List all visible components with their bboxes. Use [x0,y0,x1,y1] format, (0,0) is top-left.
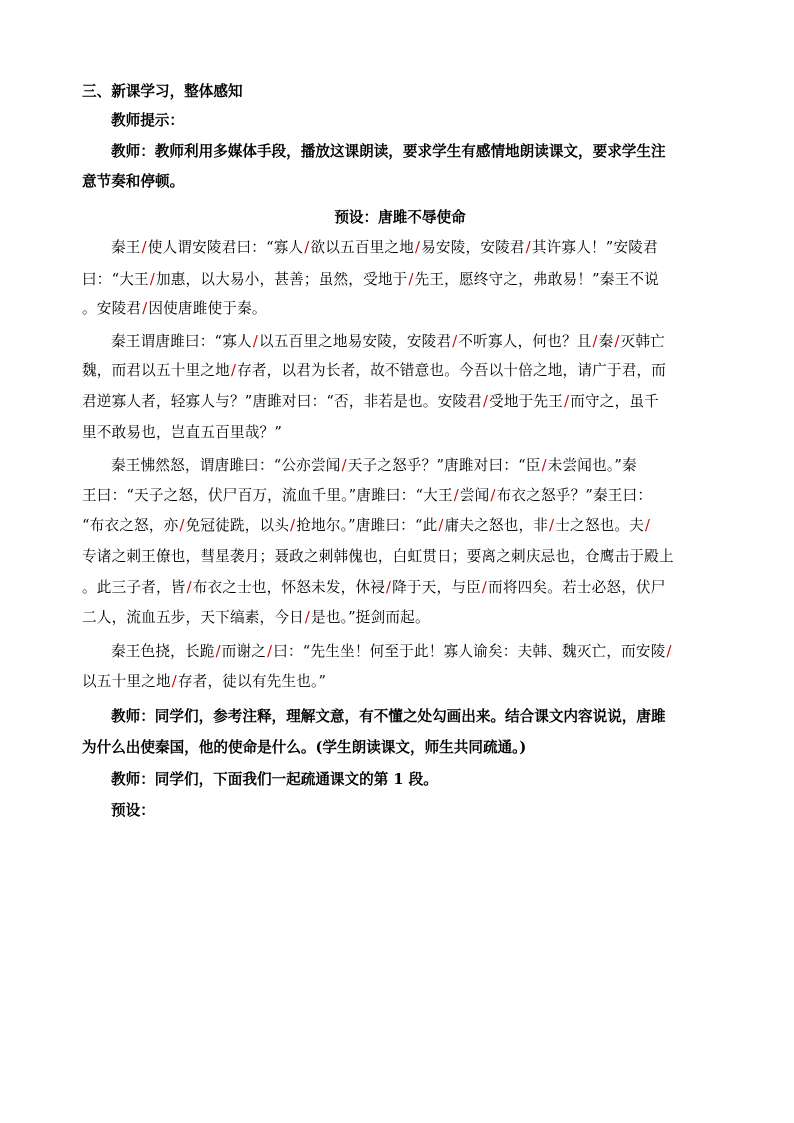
pause-slash: / [304,609,311,626]
classical-line [82,573,718,602]
classical-line [82,418,718,447]
text-segment: 秦王怫然怒，谓唐雎曰：“公亦尝闻 [111,457,341,474]
text-segment: 抢地尔。”唐雎曰：“此 [296,517,438,534]
text-segment: 布衣之怒乎？”秦王曰： [496,487,653,504]
text-segment: 王曰：“天子之怒，伏尸百万，流血千里。”唐雎曰：“大王 [82,487,453,504]
pause-slash: / [149,271,155,288]
text-segment: 君逆寡人者，轻寡人与？”唐雎对曰：“否，非若是也。安陵君 [82,393,482,410]
closing-line-3: 教师：同学们，下面我们一起疏通课文的第 1 段。 [111,771,438,788]
pause-slash: / [666,643,672,660]
text-segment: 而守之，虽千 [570,393,659,410]
section-heading: 三、新课学习，整体感知 [82,83,243,100]
classical-line [82,667,718,696]
text-segment: 专诸之刺王僚也，彗星袭月；聂政之刺韩傀也，白虹贯日；要离之刺庆忌也，仓鹰击于殿上 [82,548,674,565]
pause-slash: / [614,333,620,350]
pause-slash: / [171,673,177,690]
pause-slash: / [252,333,258,350]
classical-line [82,265,718,294]
pause-slash: / [592,333,598,350]
text-segment: 因使唐雎使于秦。 [148,300,267,317]
text-segment: 而谢之 [221,643,267,660]
instruction-line-2: 意节奏和停顿。 [82,173,185,190]
classical-line [82,603,718,632]
text-segment: 不听寡人，何也？且 [458,333,592,350]
pause-slash: / [490,487,496,504]
pause-slash: / [415,239,421,256]
text-segment: 存者，徒以有先生也。” [177,673,327,690]
preset-title: 预设：唐雎不辱使命 [334,209,466,226]
pause-slash: / [341,457,347,474]
text-segment: 里不敢易也，岂直五百里哉？” [82,424,282,441]
pause-slash: / [386,579,392,596]
pause-slash: / [541,457,547,474]
pause-slash: / [452,333,458,350]
pause-slash: / [482,393,489,410]
text-segment: 士之怒也。夫 [555,517,644,534]
pause-slash: / [230,362,237,379]
text-segment: 天子之怒乎？”唐雎对曰：“臣 [347,457,541,474]
text-segment: 易安陵，安陵君 [421,239,525,256]
text-segment: 尝闻 [459,487,490,504]
pause-slash: / [215,643,221,660]
text-segment: 存者，以君为长者，故不错意也。今吾以十倍之地，请广于君，而 [237,362,667,379]
pause-slash: / [408,271,414,288]
text-segment: 欲以五百里之地 [310,239,415,256]
pause-slash: / [453,487,459,504]
pause-slash: / [304,239,310,256]
text-segment: 魏，而君以五十里之地 [82,362,230,379]
pause-slash: / [186,579,192,596]
text-segment: 秦 [598,333,614,350]
classical-line [82,511,718,540]
closing-line-1: 教师：同学们，参考注释，理解文意，有不懂之处勾画出来。结合课文内容说说，唐雎 [111,708,666,725]
pause-slash: / [290,517,296,534]
pause-slash: / [525,239,531,256]
classical-line [82,387,718,416]
pause-slash: / [645,517,651,534]
text-segment: 免冠徒跣，以头 [185,517,290,534]
pause-slash: / [564,393,570,410]
pause-slash: / [481,579,488,596]
text-segment: 使人谓安陵君曰：“寡人 [147,239,304,256]
pause-slash: / [179,517,185,534]
text-segment: 未尝闻也。”秦 [547,457,637,474]
text-segment: 以五十里之地 [82,673,171,690]
text-segment: 以五百里之地易安陵，安陵君 [258,333,452,350]
closing-line-4: 预设： [111,802,155,819]
pause-slash: / [142,300,148,317]
text-segment: 曰：“大王 [82,271,149,288]
text-segment: 。安陵君 [82,300,142,317]
text-segment: 曰：“先生坐！何至于此！寡人谕矣：夫韩、魏灭亡，而安陵 [273,643,666,660]
text-segment: 而将四矣。若士必怒，伏尸 [488,579,666,596]
text-segment: 降于天，与臣 [392,579,481,596]
text-segment: 是也。”挺剑而起。 [311,609,430,626]
classical-line [82,356,718,385]
classical-line [82,451,747,480]
text-segment: 秦王 [111,239,141,256]
text-segment: 庸夫之怒也，非 [444,517,549,534]
teacher-tip: 教师提示： [111,112,184,129]
text-segment: 二人，流血五步，天下缟素，今日 [82,609,304,626]
pause-slash: / [549,517,555,534]
text-segment: 布衣之士也，怀怒未发，休祲 [192,579,386,596]
instruction-line-1: 教师：教师利用多媒体手段，播放这课朗读，要求学生有感情地朗读课文，要求学生注 [111,143,666,160]
text-segment: 先王，愿终守之，弗敢易！”秦王不说 [414,271,659,288]
closing-line-2: 为什么出使秦国，他的使命是什么。(学生朗读课文，师生共同疏通。) [82,739,527,756]
pause-slash: / [141,239,147,256]
pause-slash: / [267,643,273,660]
pause-slash: / [438,517,444,534]
text-segment: 加惠，以大易小，甚善；虽然，受地于 [155,271,408,288]
classical-line [82,233,747,262]
text-segment: 秦王色挠，长跪 [111,643,215,660]
classical-line [82,294,718,323]
text-segment: 灭韩亡 [620,333,665,350]
classical-line [82,481,718,510]
text-segment: 其许寡人！”安陵君 [531,239,658,256]
classical-line [82,637,747,666]
text-segment: 。此三子者，皆 [82,579,186,596]
text-segment: 秦王谓唐雎曰：“寡人 [111,333,252,350]
text-segment: “布衣之怒，亦 [82,517,179,534]
text-segment: 受地于先王 [489,393,564,410]
classical-line [82,542,718,571]
classical-line [82,327,747,356]
